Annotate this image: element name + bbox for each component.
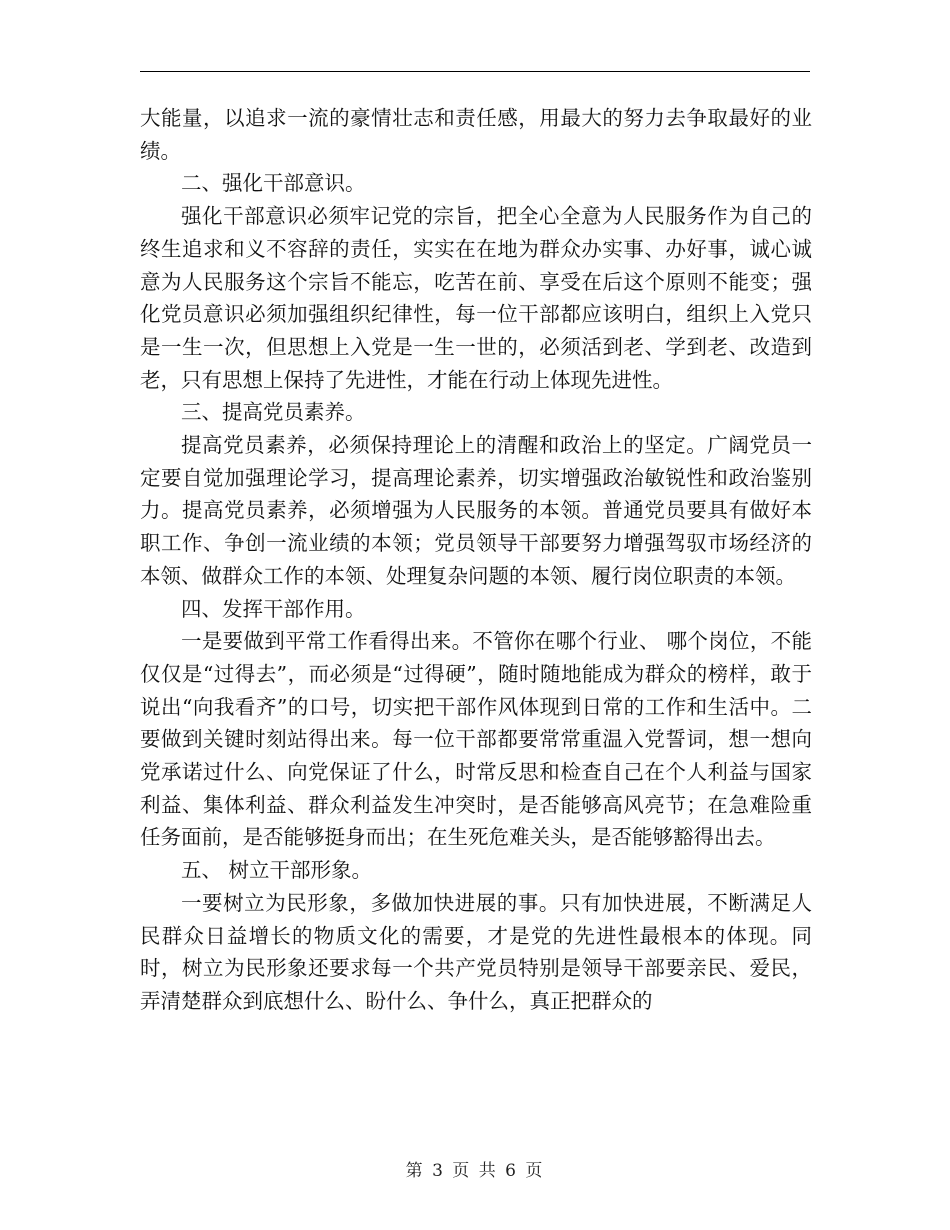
section-heading: 五、 树立干部形象。 [181, 858, 373, 883]
paragraph: 一要树立为民形象，多做加快进展的事。只有加快进展，不断满足人民群众日益增长的物质文化的需要，才是党的先进性最根本的体现。同时，树立为民形象还要求每一个共产党员特别是领导干部要亲民、爱民，弄清楚群众到底想什么、盼什么、争什么，真正把群众的 [140, 890, 812, 1013]
document-body [140, 102, 812, 1018]
header-rule [140, 71, 810, 72]
page-number: 第 3 页 共 6 页 [405, 1161, 545, 1181]
paragraph: 一是要做到平常工作看得出来。不管你在哪个行业、 哪个岗位，不能仅仅是“过得去”，而必须是“过得硬”，随时随地能成为群众的榜样，敢于说出“向我看齐”的口号，切实把干部作风体现到日常的工作和生活中。二要做到关键时刻站得出来。每一位干部都要常常重温入党誓词，想一想向党承诺过什么、向党保证了什么，时常反思和检查自己在个人利益与国家利益、集体利益、群众利益发生冲突时，是否能够高风亮节；在急难险重任务面前，是否能够挺身而出；在生死危难关头，是否能够豁得出去。 [140, 629, 812, 850]
paragraph: 强化干部意识必须牢记党的宗旨，把全心全意为人民服务作为自己的终生追求和义不容辞的责任，实实在在地为群众办实事、办好事，诚心诚意为人民服务这个宗旨不能忘，吃苦在前、享受在后这个原则不能变；强化党员意识必须加强组织纪律性，每一位干部都应该明白，组织上入党只是一生一次，但思想上入党是一生一世的，必须活到老、学到老、改造到老，只有思想上保持了先进性，才能在行动上体现先进性。 [140, 204, 812, 392]
paragraph: 提高党员素养，必须保持理论上的清醒和政治上的坚定。广阔党员一定要自觉加强理论学习，提高理论素养，切实增强政治敏锐性和政治鉴别力。提高党员素养，必须增强为人民服务的本领。普通党员要具有做好本职工作、争创一流业绩的本领；党员领导干部要努力增强驾驭市场经济的本领、做群众工作的本领、处理复杂问题的本领、履行岗位职责的本领。 [140, 433, 812, 588]
section-heading: 四、发挥干部作用。 [181, 596, 366, 621]
section-heading: 二、强化干部意识。 [181, 171, 366, 196]
paragraph: 大能量，以追求一流的豪情壮志和责任感，用最大的努力去争取最好的业绩。 [140, 106, 812, 163]
section-heading: 三、提高党员素养。 [181, 400, 366, 425]
